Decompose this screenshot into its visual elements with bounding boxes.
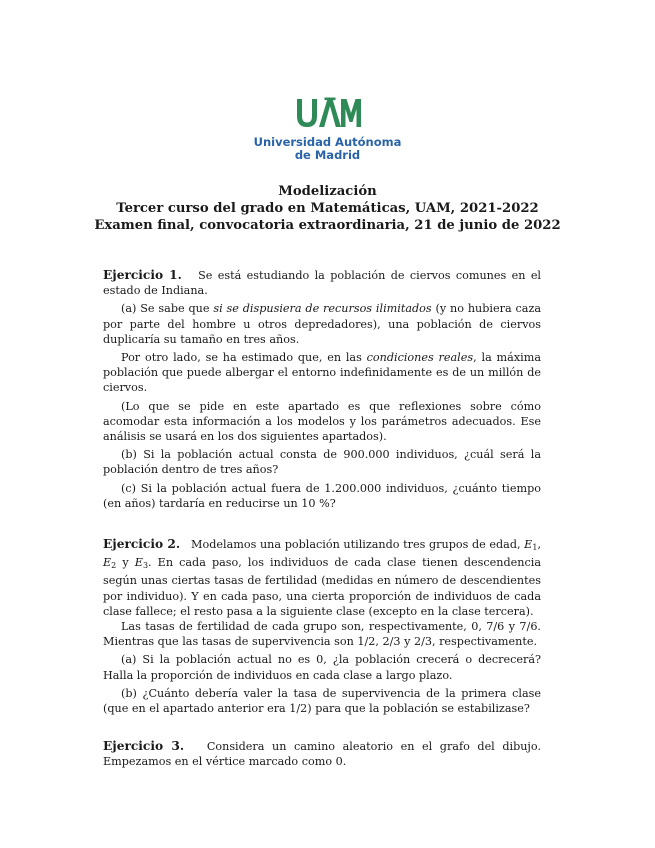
exercise-3-title: Ejercicio 3. — [103, 739, 185, 754]
exercise-1-paragraph-2: Por otro lado, se ha estimado que, en las condiciones reales, la máxima población que puede albergar el entorno indefinidamente es de un millón de ciervos. — [103, 351, 541, 395]
uam-logo-mark — [295, 96, 361, 130]
exam-subtitle: Examen final, convocatoria extraordinaria, 21 de junio de 2022 — [94, 218, 561, 233]
exam-content — [103, 268, 541, 770]
exercise-2 — [103, 537, 541, 716]
course-subtitle: Tercer curso del grado en Matemáticas, UAM, 2021-2022 — [116, 201, 539, 216]
exam-header — [0, 183, 655, 234]
exercise-3-intro: Ejercicio 3. Considera un camino aleatorio en el grafo del dibujo. Empezamos en el vértice marcado como 0. — [103, 739, 542, 769]
exercise-1-part-c: (c) Si la población actual fuera de 1.200.000 individuos, ¿cuánto tiempo (en años) tardaría en reducirse un 10 %? — [103, 481, 541, 510]
exercise-1 — [103, 268, 541, 511]
exercise-2-paragraph-2: Las tasas de fertilidad de cada grupo son, respectivamente, 0, 7/6 y 7/6. Mientras que las tasas de supervivencia son 1/2, 2/3 y 2/3, respectivamente. — [103, 620, 541, 649]
exercise-1-intro: Ejercicio 1. Se está estudiando la población de ciervos comunes en el estado de Indiana. — [103, 268, 542, 298]
exercise-2-part-a: (a) Si la población actual no es 0, ¿la población crecerá o decrecerá? Halla la proporción de individuos en cada clase a largo plazo. — [103, 653, 541, 682]
logo-text-line1: Universidad Autónoma — [253, 135, 402, 149]
uam-logo — [0, 96, 655, 162]
exercise-2-intro: Ejercicio 2. Modelamos una población utilizando tres grupos de edad, $E_1$, $E_2$ y $E_3$. En cada paso, los individuos de cada clase tienen descendencia según unas ciertas tasas de fertilidad (medidas en número de descendientes por individuo). Y en cada paso, una cierta proporción de individuos de cada clase fallece; el resto pasa a la siguiente clase (excepto en la clase tercera). — [103, 537, 541, 618]
exercise-2-part-b: (b) ¿Cuánto debería valer la tasa de supervivencia de la primera clase (que en el apartado anterior era 1/2) para que la población se estabilizase? — [103, 686, 541, 716]
logo-text-line2: de Madrid — [294, 148, 361, 162]
exercise-1-part-a: (a) Se sabe que si se dispusiera de recursos ilimitados (y no hubiera caza por parte del hombre u otros depredadores), una población de ciervos duplicaría su tamaño en tres años. — [103, 302, 542, 346]
exercise-1-paragraph-3: (Lo que se pide en este apartado es que reflexiones sobre cómo acomodar esta información a los modelos y los parámetros adecuados. Ese análisis se usará en los dos siguientes apartados). — [103, 399, 541, 444]
exercise-2-title: Ejercicio 2. — [103, 537, 181, 552]
course-title: Modelización — [278, 184, 377, 199]
exercise-3 — [103, 739, 541, 769]
exercise-1-title: Ejercicio 1. — [103, 268, 182, 282]
exercise-1-part-b: (b) Si la población actual consta de 900.000 individuos, ¿cuál será la población dentro de tres años? — [103, 448, 541, 477]
